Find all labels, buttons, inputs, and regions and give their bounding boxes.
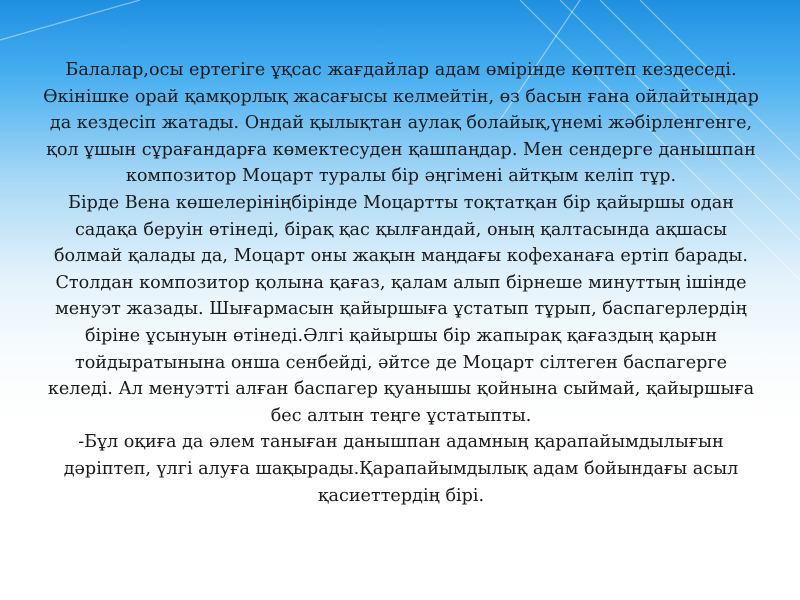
body-text: [40, 57, 762, 509]
paragraph-intro: Балалар,осы ертегіге ұқсас жағдайлар адам өмірінде көптеп кездеседі. Өкінішке орай қамқорлық жасағысы келмейтін, өз басын ғана ойлайтындар да кездесіп жатады. Ондай қылықтан аулақ болайық,үнемі жәбірленгенге, қол ұшын сұрағандарға көмектесуден қашпаңдар. Мен сендерге данышпан композитор Моцарт туралы бір әңгімені айтқым келіп тұр.: [43, 60, 759, 187]
paragraph-moral: -Бұл оқиға да әлем таныған данышпан адамның қарапайымдылығын дәріптеп, үлгі алуға шақырады.Қарапайымдылық адам бойындағы асыл қасиеттердің бірі.: [63, 432, 739, 506]
paragraph-story: Бірде Вена көшелерініңбірінде Моцартты тоқтатқан бір қайыршы одан садақа беруін өтінеді, бірақ қас қылғандай, оның қалтасында ақшасы болмай қалады да, Моцарт оны жақын маңдағы кофеханаға ертіп барады. Столдан композитор қолына қағаз, қалам алып бірнеше минуттың ішінде менуэт жазады. Шығармасын қайыршыға ұстатып тұрып, баспагерлердің біріне ұсынуын өтінеді.Әлгі қайыршы бір жапырақ қағаздың қарын тойдыратынына онша сенбейді, әйтсе де Моцарт сілтеген баспагерге келеді. Ал менуэтті алған баспагер қуанышы қойнына сыймай, қайыршыға бес алтын теңге ұстатыпты.: [47, 192, 755, 426]
